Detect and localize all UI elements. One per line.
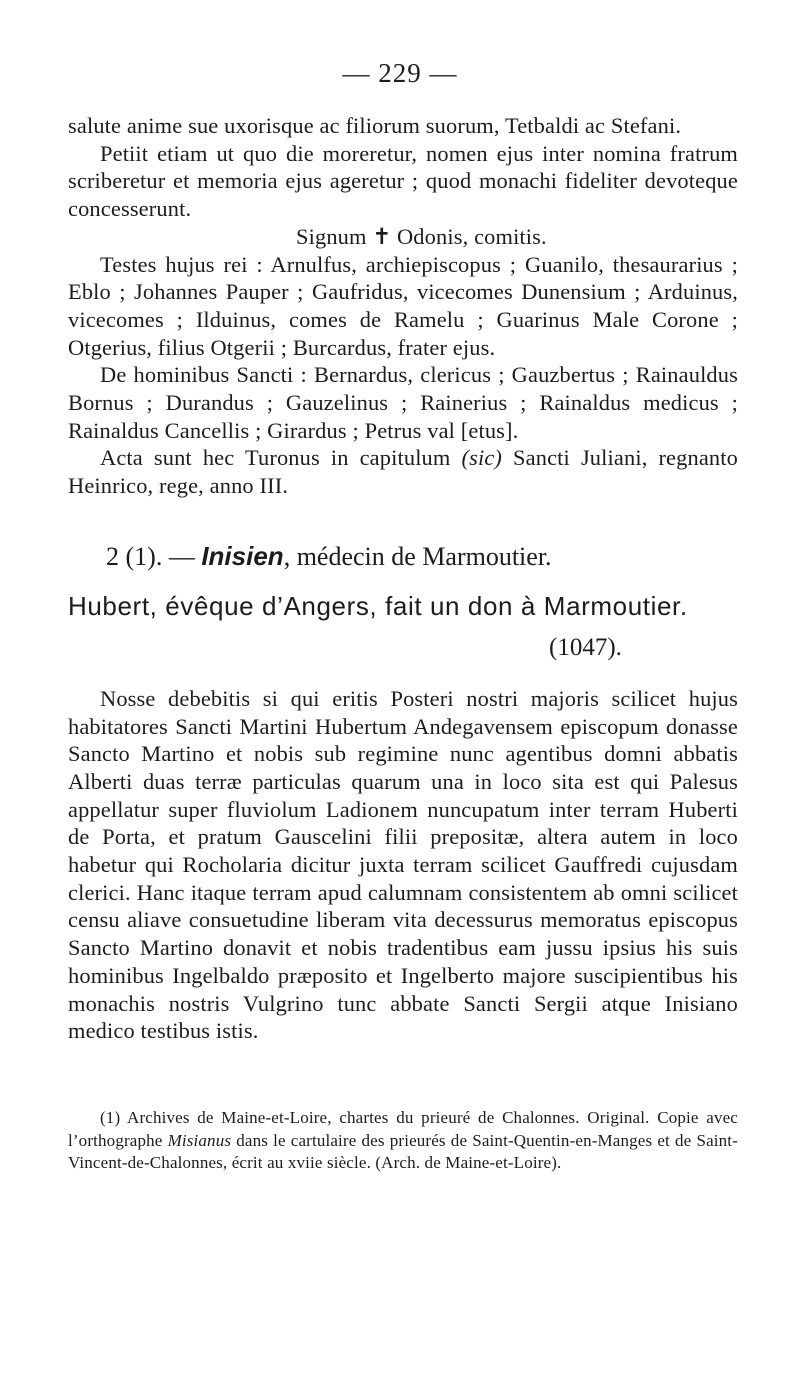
footnote (68, 1107, 738, 1175)
intro-paragraph-2: Petiit etiam ut quo die moreretur, nomen ejus inter nomina fratrum scriberetur et memoria ejus ageretur ; quod monachi fideliter devoteque concesserunt. (68, 140, 738, 222)
charter-date: (1047). (549, 633, 622, 661)
acta-sic: (sic) (461, 445, 503, 471)
signum-line: Signum ✝ Odonis, comitis. (296, 223, 547, 249)
section-number: 2 (1). — (106, 541, 202, 571)
footnote-text (68, 1107, 738, 1175)
main-text (68, 112, 738, 1045)
section-rest: , médecin de Marmoutier. (283, 541, 552, 571)
witnesses-sancti-paragraph: De hominibus Sancti : Bernardus, clericus ; Gauzbertus ; Rainauldus Bornus ; Durandus ; Gauzelinus ; Rainerius ; Rainaldus medicus ; Rainaldus Cancellis ; Girardus ; Petrus val [etus]. (68, 362, 738, 443)
charter-text: Nosse debebitis si qui eritis Posteri nostri majoris scilicet hujus habitatores Sancti Martini Hubertum Andegavensem episcopum donasse Sancto Martino et nobis sub regimine nunc agentibus domni abbatis Alberti duas terræ particulas quarum una in loco sita est qui Palesus appellatur super fluviolum Ladionem nuncupatum inter terram Huberti de Porta, et pratum Gauscelini filii prepositæ, altera autem in loco habetur qui Rocholaria dicitur juxta terram scilicet Gauffredi cujusdam clerici. Hanc itaque terram apud calumnam consistentem ab omni scilicet censu aliave consuetudine liberam vita decessurus memoratus episcopus Sancto Martino donavit et nobis tradentibus eam jussu ipsius his suis hominibus Ingelbaldo præposito et Ingelberto majore suscipientibus his monachis nostris Vulgrino tunc abbate Sancti Sergii atque Inisiano medico testibus istis. (68, 685, 738, 1044)
footnote-before: (1) Archives de Maine-et-Loire, chartes du prieuré de Chalonnes. Original. Copie avec l’orthographe (68, 1108, 738, 1150)
intro-paragraph-1: salute anime sue uxorisque ac filiorum suorum, Tetbaldi ac Stefani. (68, 113, 682, 138)
acta-after: Sancti Juliani, regnanto Heinrico, rege, anno III. (68, 445, 738, 499)
charter-title: Hubert, évêque d’Angers, fait un don à Marmoutier. (68, 590, 688, 621)
witnesses-paragraph: Testes hujus rei : Arnulfus, archiepiscopus ; Guanilo, thesaurarius ; Eblo ; Johannes Pauper ; Gaufridus, vicecomes Dunensium ; Arduinus, vicecomes ; Ilduinus, comes de Ramelu ; Guarinus Male Corone ; Otgerius, filius Otgerii ; Burcardus, frater ejus. (68, 251, 738, 360)
section-heading (68, 540, 738, 573)
acta-before: Acta sunt hec Turonus in capitulum (100, 445, 462, 471)
acta-paragraph (68, 444, 738, 499)
page-number: — 229 — (342, 58, 458, 88)
footnote-italic: Misianus (167, 1130, 232, 1150)
section-name: Inisien (201, 540, 284, 571)
footnote-after: dans le cartulaire des prieurés de Saint-Quentin-en-Manges et de Saint-Vincent-de-Chalonnes, écrit au xviie siècle. (Arch. de Maine-et-Loire). (68, 1130, 738, 1173)
